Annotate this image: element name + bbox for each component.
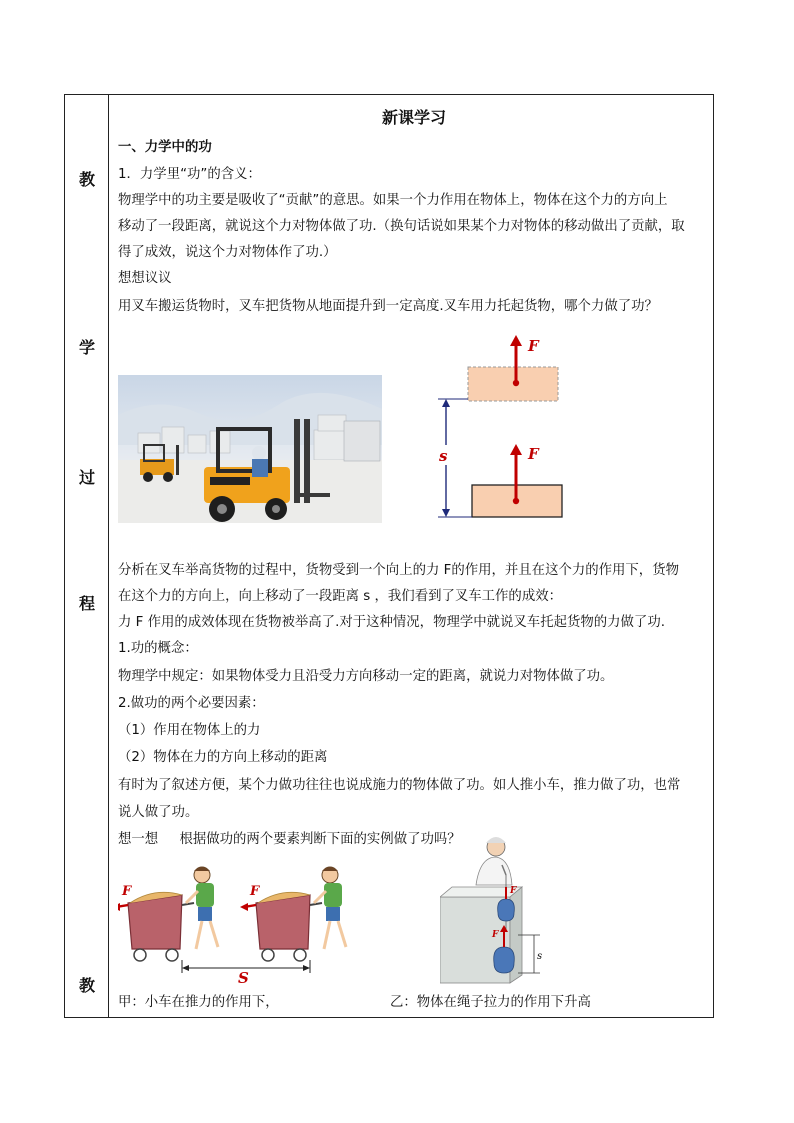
paragraph: 1.功的概念：	[118, 641, 198, 656]
side-char-4: 程	[78, 594, 95, 613]
side-char-1: 教	[78, 170, 95, 189]
paragraph: 想想议议	[118, 271, 172, 286]
side-char-5: 教	[78, 976, 95, 995]
forklift-photo	[118, 375, 382, 523]
rope-lift-figure	[440, 835, 550, 985]
force-label-bottom: F	[528, 445, 539, 463]
distance-label: s	[439, 447, 448, 465]
paragraph: 移动了一段距离，就说这个力对物体做了功.（换句话说如果某个力对物体的移动做出了贡献，取	[118, 219, 685, 234]
section-heading: 一、力学中的功	[118, 140, 212, 155]
paragraph: 物理学中的功主要是吸收了“贡献”的意思。如果一个力作用在物体上，物体在这个力的方向上	[118, 193, 668, 208]
lesson-table	[64, 94, 714, 1018]
paragraph: 1．力学里“功”的含义：	[118, 167, 261, 182]
lift-force-diagram	[428, 335, 573, 520]
caption-b: 乙：物体在绳子拉力的作用下升高	[390, 995, 591, 1010]
paragraph: （2）物体在力的方向上移动的距离	[118, 750, 328, 765]
rope-lift-illustration	[440, 835, 550, 985]
cart-distance-label: S	[238, 969, 249, 985]
cart-push-illustration	[118, 865, 368, 985]
paragraph: 说人做了功。	[118, 805, 199, 820]
cart-push-figure	[118, 865, 368, 985]
lift-distance-label: s	[537, 951, 543, 962]
side-column	[65, 95, 109, 1017]
paragraph: 有时为了叙述方便，某个力做功往往也说成施力的物体做了功。如人推小车，推力做了功，也常	[118, 778, 681, 793]
paragraph: 得了成效，说这个力对物体作了功.）	[118, 245, 337, 260]
paragraph: 想一想 根据做功的两个要素判断下面的实例做了功吗？	[118, 832, 461, 847]
paragraph: （1）作用在物体上的力	[118, 723, 261, 738]
side-char-2: 学	[78, 338, 95, 357]
force-label-top: F	[528, 337, 539, 355]
paragraph: 在这个力的方向上，向上移动了一段距离 s ，我们看到了叉车工作的成效：	[118, 589, 562, 604]
forklift-illustration	[118, 375, 382, 523]
page-title: 新课学习	[381, 108, 446, 127]
force-distance-diagram	[428, 335, 573, 520]
caption-a: 甲：小车在推力的作用下，	[118, 995, 279, 1010]
paragraph: 物理学中规定：如果物体受力且沿受力方向移动一定的距离，就说力对物体做了功。	[118, 669, 614, 684]
lift-force-label-2: F	[492, 930, 499, 940]
paragraph: 2.做功的两个必要因素：	[118, 696, 265, 711]
paragraph: 分析在叉车举高货物的过程中，货物受到一个向上的力 F的作用，并且在这个力的作用下，货物	[118, 563, 679, 578]
lift-force-label-1: F	[510, 886, 517, 896]
paragraph: 力 F 作用的成效体现在货物被举高了.对于这种情况，物理学中就说叉车托起货物的力做了功.	[118, 615, 665, 630]
side-char-3: 过	[78, 468, 95, 487]
paragraph: 用叉车搬运货物时，叉车把货物从地面提升到一定高度.叉车用力托起货物，哪个力做了功？	[118, 299, 658, 314]
cart-force-label-2: F	[250, 884, 260, 899]
cart-force-label-1: F	[122, 884, 132, 899]
